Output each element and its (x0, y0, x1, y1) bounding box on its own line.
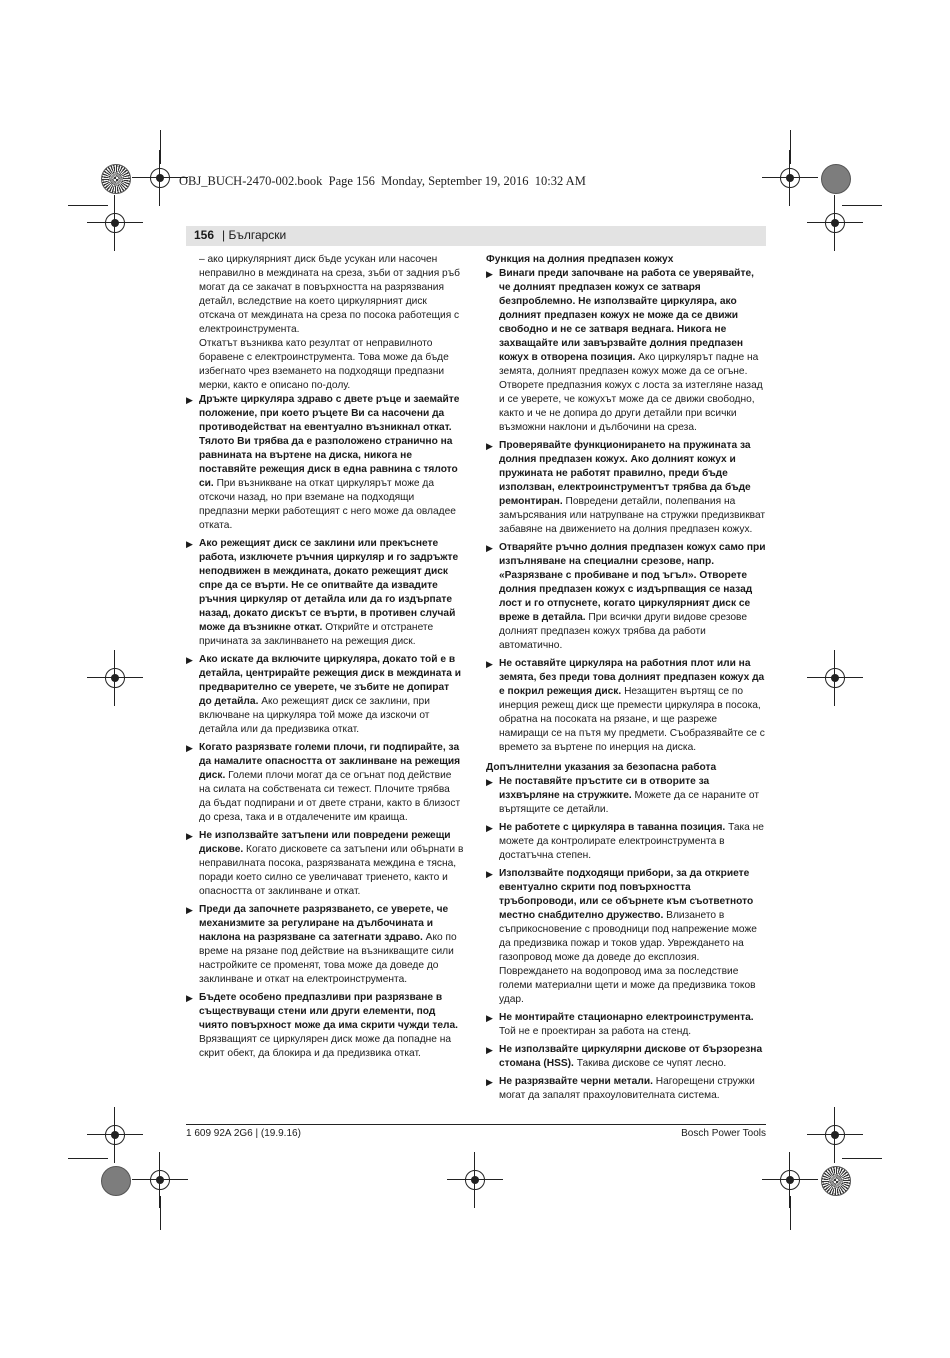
intro-paragraph: – ако циркулярният диск бъде усукан или насочен неправилно в междината на среза, зъби от задния ръб могат да се закачат в повърхността на разрязвания детайл, вследствие на което циркулярният диск отскача от междината на среза по посока работещия с електроинструмента. (199, 254, 460, 335)
right-column (486, 253, 766, 1107)
bullet-bold-text: Бъдете особено предпазливи при разрязване в съществуващи стени или други елементи, под чиято повърхност може да има скрити чужди тела. (199, 992, 458, 1031)
bullet-text: Нагорещени стружки могат да запалят прахоуловителната система. (499, 1076, 755, 1101)
bullet-item (186, 903, 464, 987)
bullet-item (486, 267, 766, 435)
crosshair-icon (821, 209, 849, 237)
triangle-right-icon: ▶ (486, 269, 493, 279)
trim-mark (790, 1196, 791, 1230)
gray-disc-icon (101, 1166, 131, 1196)
starburst-wheel-icon (821, 1166, 851, 1196)
bullet-text: Ако режещият диск се заклини, при включване на циркуляра той може да изскочи от детайла или да предизвика откат. (199, 696, 430, 735)
footer-code: 1 609 92A 2G6 | (19.9.16) (186, 1128, 301, 1139)
crosshair-icon (821, 664, 849, 692)
bullet-text: Така не можете да контролирате електроинструмента в достатъчна степен. (499, 822, 764, 861)
bullet-text: Ако циркулярът падне на земята, долният предпазен кожух може да се огъне. Отворете предпазния кожух с лоста за изтегляне назад и се уверете, че кожухът може да се движи свободно, както и че не допира до други детайли при всички възможни наклони и дълбочини на среза. (499, 352, 763, 433)
crosshair-icon (101, 209, 129, 237)
bullet-text: Влизането в съприкосновение с проводници под напрежение може да предизвика пожар и токов удар. Увреждането на газопровод може да доведе до експлозия. Повреждането на водопровод има за последствие големи материални щети и може да предизвика токов удар. (499, 910, 757, 1005)
bullet-item (486, 821, 766, 863)
bullet-bold-text: Ако искате да включите циркуляра, докато той е в детайла, центрирайте режещия диск в междината и предварително се уверете, че зъбите не допират до детайла. (199, 654, 462, 707)
bullet-item (186, 653, 464, 737)
bullet-text: Открийте и отстранете причината за заклинването на режещия диск. (199, 622, 434, 647)
triangle-right-icon: ▶ (486, 823, 493, 833)
trim-mark (842, 1158, 882, 1159)
bullet-text: Можете да се нараните от въртящите се детайли. (499, 790, 760, 815)
bullet-text: При всички други видове срезове долният предпазен кожух трябва да работи автоматично. (499, 612, 748, 651)
bullet-text: Врязващият се циркулярен диск може да попадне на скрит обект, да блокира и да предизвика откат. (199, 1034, 452, 1059)
trim-mark (160, 130, 161, 164)
bullet-bold-text: Преди да започнете разрязването, се уверете, че механизмите за регулиране на дълбочината и наклона на разрязване са затегнати здраво. (199, 904, 449, 943)
trim-mark (790, 130, 791, 164)
triangle-right-icon: ▶ (186, 993, 193, 1003)
bullet-text: Когато дисковете са затъпени или обърнати в неправилната посока, разрязваната междина е тясна, поради което силно се увеличават триенето, както и опасността от заклинване и откат. (199, 844, 464, 897)
footer-rule (186, 1124, 766, 1125)
bullet-bold-text: Не монтирайте стационарно електроинструмента. (499, 1012, 754, 1023)
bullet-item (186, 741, 464, 825)
bullet-bold-text: Не използвайте затъпени или повредени режещи дискове. (199, 830, 451, 855)
bullet-text: Такива дискове се чупят лесно. (573, 1058, 727, 1069)
bullet-item (186, 829, 464, 899)
triangle-right-icon: ▶ (486, 441, 493, 451)
footer-brand: Bosch Power Tools (681, 1128, 766, 1139)
right-bullet-list (486, 775, 766, 1103)
triangle-right-icon: ▶ (486, 777, 493, 787)
bullet-bold-text: Дръжте циркуляра здраво с двете ръце и заемайте положение, при което ръцете Ви са насочени да противодействат на евентуално възникнал откат. Тялото Ви трябва да е разположено странично на равнината на въртене на диска, никога не поставяйте режещия диск в една равнина с тялото си. (199, 394, 460, 489)
bullet-bold-text: Използвайте подходящи прибори, за да откриете евентуално скрити под повърхността тръбопроводи, или се обърнете към съответното местно снабдително дружество. (499, 868, 754, 921)
section-title: Функция на долния предпазен кожух (486, 254, 674, 265)
triangle-right-icon: ▶ (186, 655, 193, 665)
triangle-right-icon: ▶ (486, 659, 493, 669)
page-number: 156 (194, 228, 215, 242)
left-bullet-list (186, 393, 464, 1061)
starburst-wheel-icon (101, 164, 131, 194)
bullet-bold-text: Проверявайте функционирането на пружината за долния предпазен кожух. Ако долният кожух и пружината не работят правилно, преди бъде използван, електроинструментът трябва да бъде ремонтиран. (499, 440, 751, 507)
triangle-right-icon: ▶ (486, 543, 493, 553)
crosshair-icon (461, 1166, 489, 1194)
bullet-bold-text: Ако режещият диск се заклини или прекъснете работа, изключете ръчния циркуляр и го задръжте неподвижен в междината, докато режещият диск спре да се върти. Не се опитвайте да извадите ръчния циркуляр от детайла или да го издърпате назад, докато дискът се върти, в противен случай може да възникне откат. (199, 538, 459, 633)
crosshair-icon (101, 1121, 129, 1149)
section-title: Допълнителни указания за безопасна работа (486, 762, 717, 773)
crosshair-icon (776, 1166, 804, 1194)
bullet-item (486, 439, 766, 537)
left-column (186, 253, 464, 1065)
crosshair-icon (821, 1121, 849, 1149)
triangle-right-icon: ▶ (486, 1077, 493, 1087)
crosshair-icon (776, 164, 804, 192)
trim-mark (842, 205, 882, 206)
bullet-item (486, 657, 766, 755)
trim-mark (68, 1158, 108, 1159)
bullet-item (486, 1043, 766, 1071)
trim-mark (160, 1196, 161, 1230)
job-info-line: OBJ_BUCH-2470-002.book Page 156 Monday, September 19, 2016 10:32 AM (179, 174, 586, 188)
triangle-right-icon: ▶ (486, 869, 493, 879)
gray-disc-icon (821, 164, 851, 194)
crosshair-icon (101, 664, 129, 692)
bullet-bold-text: Не оставяйте циркуляра на работния плот или на земята, без преди това долният предпазен кожух да е покрил режещия диск. (499, 658, 765, 697)
bullet-bold-text: Винаги преди започване на работа се уверявайте, че долният предпазен кожух се затваря безпроблемно. Не използвайте циркуляра, ако долният предпазен кожух не може да се движи свободно и не се затваря веднага. Никога не захващайте или завързвайте долния предпазен кожух в отворена позиция. (499, 268, 754, 363)
page-header (186, 226, 766, 246)
bullet-item (486, 867, 766, 1007)
triangle-right-icon: ▶ (486, 1013, 493, 1023)
right-bullet-list (486, 267, 766, 755)
bullet-bold-text: Не използвайте циркулярни дискове от бързорезна стомана (HSS). (499, 1044, 763, 1069)
bullet-text: При възникване на откат циркулярът може да отскочи назад, но при вземане на подходящи предпазни мерки работещият с него може да овладее отката. (199, 478, 456, 531)
bullet-text: Незащитен въртящ се по инерция режещ диск ще премести циркуляра в посока, обратна на посоката на рязане, и ще разреже намиращи се на пътя му предмети. Съобразявайте се с времето за въртене по инерция на диска. (499, 686, 765, 753)
intro-paragraph: Откатът възниква като резултат от неправилното боравене с електроинструмента. Това може да бъде избегнато чрез вземането на подходящи предпазни мерки, както е описано по-долу. (199, 338, 449, 391)
bullet-text: Големи плочи могат да се огънат под действие на силата на собствената си тежест. Плочите трябва да бъдат подпирани и от двете страни, както в близост до среза, така и в отдалечените им краища. (199, 770, 461, 823)
bullet-item (186, 537, 464, 649)
header-language: | Български (222, 228, 287, 242)
triangle-right-icon: ▶ (186, 831, 193, 841)
bullet-bold-text: Не работете с циркуляра в таванна позиция. (499, 822, 726, 833)
crosshair-icon (146, 1166, 174, 1194)
bullet-item (186, 393, 464, 533)
crosshair-icon (146, 164, 174, 192)
bullet-item (486, 1075, 766, 1103)
bullet-item (486, 775, 766, 817)
bullet-text: Той не е проектиран за работа на стенд. (499, 1026, 692, 1037)
bullet-item (186, 991, 464, 1061)
bullet-text: Ако по време на рязане под действие на възникващите сили настройките се променят, това може да доведе до заклинване и откат на електроинструмента. (199, 932, 457, 985)
triangle-right-icon: ▶ (186, 743, 193, 753)
trim-mark (68, 205, 108, 206)
bullet-bold-text: Не разрязвайте черни метали. (499, 1076, 653, 1087)
triangle-right-icon: ▶ (486, 1045, 493, 1055)
triangle-right-icon: ▶ (186, 395, 193, 405)
bullet-item (486, 1011, 766, 1039)
triangle-right-icon: ▶ (186, 539, 193, 549)
triangle-right-icon: ▶ (186, 905, 193, 915)
bullet-text: Повредени детайли, полепвания на замърсявания или натрупване на стружки предизвикват забавяне на движението на долния предпазен кожух. (499, 496, 766, 535)
bullet-bold-text: Когато разрязвате големи плочи, ги подпирайте, за да намалите опасността от заклинване на режещия диск. (199, 742, 461, 781)
bullet-bold-text: Отваряйте ръчно долния предпазен кожух само при изпълняване на специални срезове, напр. «Разрязване с пробиване и под ъгъл». Отворете долния предпазен кожух с издърпващия се назад лост и го отпуснете, когато циркулярният диск се вреже в детайла. (499, 542, 766, 623)
bullet-item (486, 541, 766, 653)
bullet-bold-text: Не поставяйте пръстите си в отворите за изхвърляне на стружките. (499, 776, 710, 801)
